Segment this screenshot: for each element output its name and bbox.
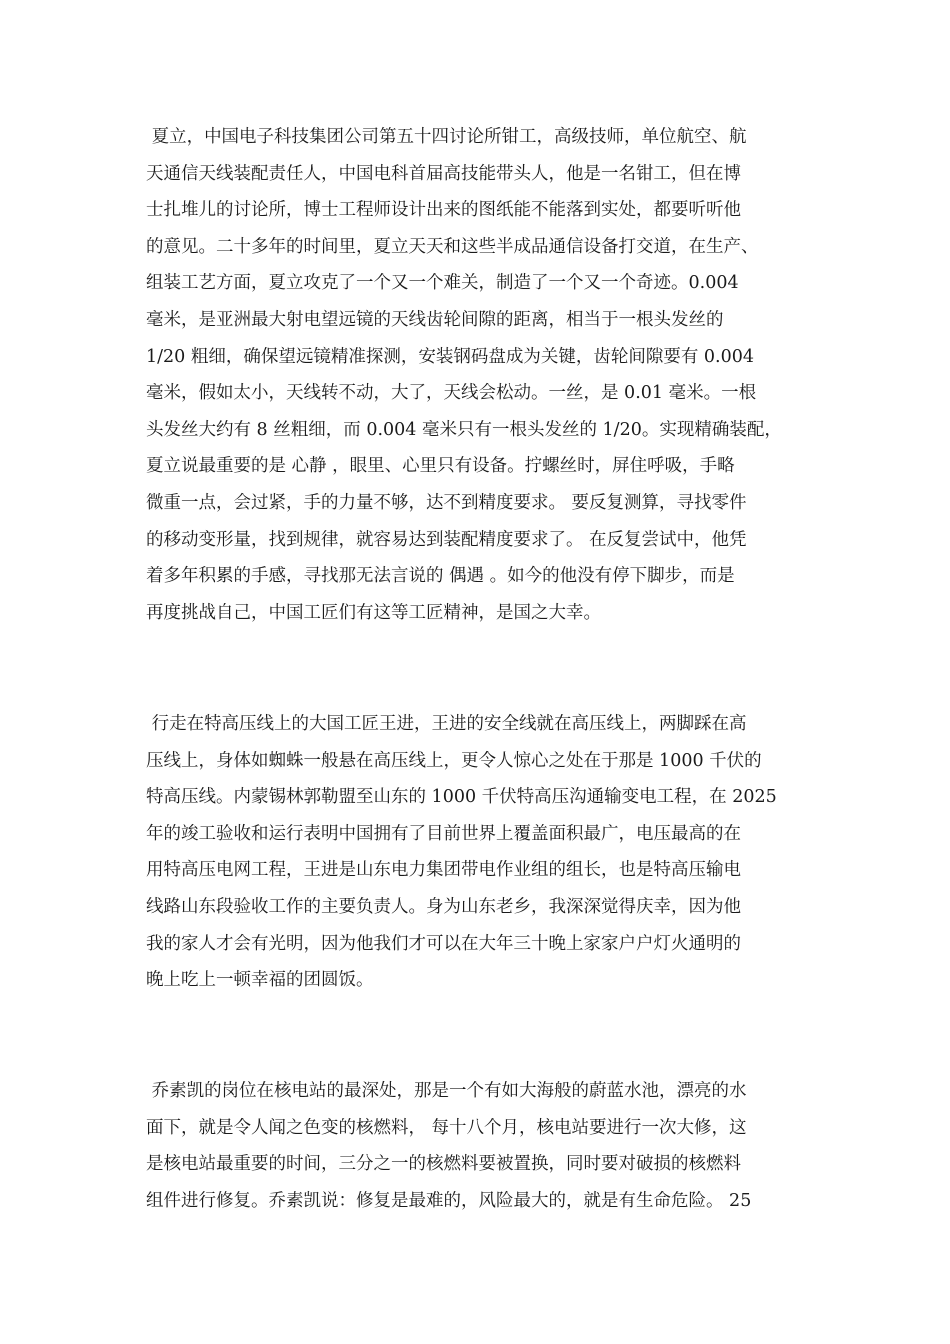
text-line: 年的竣工验收和运行表明中国拥有了目前世界上覆盖面积最广，电压最高的在	[146, 823, 741, 844]
text-line: 天通信天线装配责任人，中国电科首届高技能带头人，他是一名钳工，但在博	[146, 163, 741, 184]
text-line: 面下，就是令人闻之色变的核燃料， 每十八个月，核电站要进行一次大修，这	[146, 1117, 747, 1138]
text-line: 的意见。二十多年的时间里，夏立天天和这些半成品通信设备打交道，在生产、	[146, 236, 759, 257]
text-line: 特高压线。内蒙锡林郭勒盟至山东的 1000 千伏特高压沟通输变电工程，在 2025	[146, 787, 777, 808]
text-line: 行走在特高压线上的大国工匠王进，王进的安全线就在高压线上，两脚踩在高	[146, 714, 747, 734]
text-line: 夏立，中国电子科技集团公司第五十四讨论所钳工，高级技师，单位航空、航	[146, 127, 747, 147]
text-line: 组装工艺方面，夏立攻克了一个又一个难关，制造了一个又一个奇迹。0.004	[146, 273, 739, 294]
paragraph-qiao-sukai	[146, 1073, 810, 1219]
text-line: 是核电站最重要的时间，三分之一的核燃料要被置换，同时要对破损的核燃料	[146, 1154, 741, 1175]
text-line: 压线上，身体如蜘蛛一般悬在高压线上，更令人惊心之处在于那是 1000 千伏的	[146, 750, 762, 771]
text-line: 毫米，是亚洲最大射电望远镜的天线齿轮间隙的距离，相当于一根头发丝的	[146, 309, 724, 330]
text-line: 用特高压电网工程，王进是山东电力集团带电作业组的组长，也是特高压输电	[146, 860, 741, 881]
text-line: 再度挑战自己，中国工匠们有这等工匠精神，是国之大幸。	[146, 602, 601, 623]
text-line: 夏立说最重要的是 心静 ，眼里、心里只有设备。拧螺丝时，屏住呼吸，手略	[146, 456, 735, 477]
text-line: 线路山东段验收工作的主要负责人。身为山东老乡，我深深觉得庆幸，因为他	[146, 896, 741, 917]
text-line: 毫米，假如太小，天线转不动，大了，天线会松动。一丝，是 0.01 毫米。一根	[146, 383, 757, 404]
paragraph-xia-li	[146, 119, 810, 631]
paragraph-wang-jin	[146, 706, 810, 999]
text-line: 头发丝大约有 8 丝粗细，而 0.004 毫米只有一根头发丝的 1/20。实现精确装配，	[146, 419, 782, 440]
text-line: 我的家人才会有光明，因为他我们才可以在大年三十晚上家家户户灯火通明的	[146, 933, 741, 954]
text-line: 士扎堆儿的讨论所，博士工程师设计出来的图纸能不能落到实处，都要听听他	[146, 200, 741, 221]
text-line: 晚上吃上一顿幸福的团圆饭。	[146, 970, 374, 991]
text-line: 微重一点，会过紧，手的力量不够，达不到精度要求。 要反复测算，寻找零件	[146, 492, 747, 513]
text-line: 乔素凯的岗位在核电站的最深处，那是一个有如大海般的蔚蓝水池，漂亮的水	[146, 1081, 747, 1101]
text-line: 着多年积累的手感，寻找那无法言说的 偶遇 。如今的他没有停下脚步，而是	[146, 566, 735, 587]
text-line: 1/20 粗细，确保望远镜精准探测，安装钢码盘成为关键，齿轮间隙要有 0.004	[146, 346, 755, 367]
text-line: 组件进行修复。乔素凯说：修复是最难的，风险最大的，就是有生命危险。 25	[146, 1190, 752, 1211]
text-line: 的移动变形量，找到规律，就容易达到装配精度要求了。 在反复尝试中，他凭	[146, 529, 747, 550]
